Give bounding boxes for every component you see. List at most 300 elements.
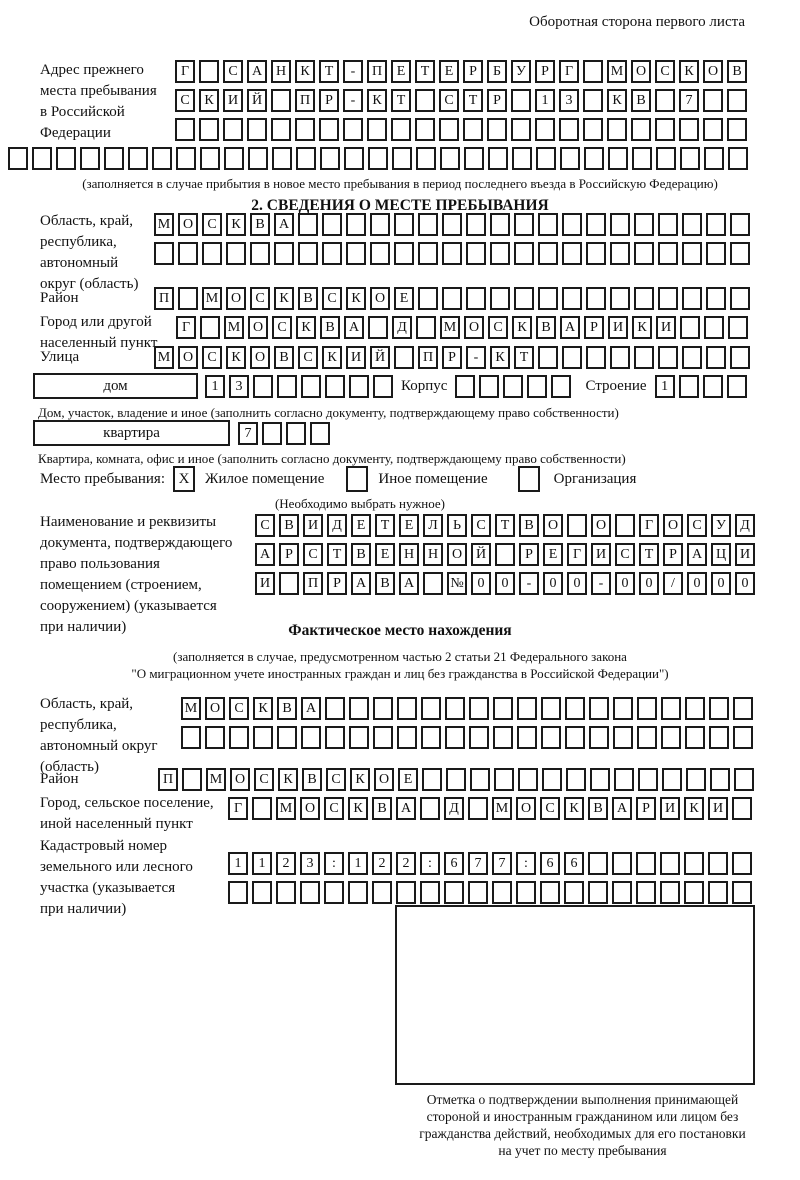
- char-cell: [614, 768, 634, 791]
- char-cell: [680, 316, 700, 339]
- char-cell: [464, 147, 484, 170]
- stay-type-row: [40, 466, 636, 492]
- char-cell: 1: [655, 375, 675, 398]
- char-cell: С: [250, 287, 270, 310]
- char-cell: Т: [463, 89, 483, 112]
- char-cell: [583, 60, 603, 83]
- char-cell: [349, 375, 369, 398]
- char-cell: [494, 768, 514, 791]
- char-cell: М: [181, 697, 201, 720]
- char-cell: [586, 346, 606, 369]
- char-cell: 7: [238, 422, 258, 445]
- char-cell: С: [223, 60, 243, 83]
- char-cell: [396, 881, 416, 904]
- char-cell: [442, 213, 462, 236]
- char-cell: [490, 287, 510, 310]
- char-cell: [324, 881, 344, 904]
- char-cell: С: [322, 287, 342, 310]
- char-cell: А: [301, 697, 321, 720]
- char-cell: [610, 213, 630, 236]
- char-cell: [564, 881, 584, 904]
- cadastral-grid: [228, 852, 752, 910]
- char-cell: [348, 881, 368, 904]
- char-cell: Р: [487, 89, 507, 112]
- char-cell: [634, 242, 654, 265]
- char-cell: [589, 697, 609, 720]
- char-cell: [588, 881, 608, 904]
- char-cell: [300, 881, 320, 904]
- char-cell: Т: [391, 89, 411, 112]
- char-cell: [708, 881, 728, 904]
- char-cell: Е: [394, 287, 414, 310]
- char-cell: [637, 697, 657, 720]
- char-cell-row: [228, 881, 752, 904]
- char-cell: [608, 147, 628, 170]
- char-cell: [610, 287, 630, 310]
- char-cell: К: [350, 768, 370, 791]
- char-cell: [590, 768, 610, 791]
- char-cell: [325, 375, 345, 398]
- char-cell: [224, 147, 244, 170]
- char-cell: А: [274, 213, 294, 236]
- char-cell: [252, 797, 272, 820]
- char-cell: [615, 514, 635, 537]
- char-cell: С: [255, 514, 275, 537]
- char-cell: [463, 118, 483, 141]
- char-cell: Т: [415, 60, 435, 83]
- char-cell: [658, 287, 678, 310]
- char-cell: 7: [679, 89, 699, 112]
- char-cell: 3: [559, 89, 579, 112]
- char-cell: [394, 346, 414, 369]
- actual-location-title: Фактическое место нахождения: [288, 622, 512, 639]
- char-cell: [253, 726, 273, 749]
- choose-caption: (Необходимо выбрать нужное): [274, 496, 446, 511]
- char-cell: [730, 287, 750, 310]
- char-cell: [445, 726, 465, 749]
- char-cell: [655, 118, 675, 141]
- char-cell: [680, 147, 700, 170]
- char-cell: [538, 346, 558, 369]
- char-cell: Г: [567, 543, 587, 566]
- char-cell: В: [519, 514, 539, 537]
- char-cell: [684, 852, 704, 875]
- char-cell: -: [519, 572, 539, 595]
- char-cell: Е: [398, 768, 418, 791]
- char-cell-row: [176, 316, 748, 339]
- char-cell: [199, 118, 219, 141]
- stamp-caption: Отметка о подтверждении выполнения принимающей стороной и иностранным гражданином или лицом без гражданства действий, необходимых для его постановки на учет по месту пребывания: [419, 1092, 746, 1158]
- char-cell: [277, 726, 297, 749]
- char-cell: [200, 147, 220, 170]
- char-cell: 3: [300, 852, 320, 875]
- char-cell: [703, 118, 723, 141]
- char-cell: Г: [639, 514, 659, 537]
- char-cell: В: [279, 514, 299, 537]
- district-label: Район: [40, 290, 79, 306]
- char-cell: [706, 242, 726, 265]
- document-grid: [255, 514, 755, 601]
- char-cell: [298, 242, 318, 265]
- char-cell: С: [471, 514, 491, 537]
- char-cell: [562, 242, 582, 265]
- char-cell: С: [615, 543, 635, 566]
- char-cell: [514, 213, 534, 236]
- char-cell: [468, 797, 488, 820]
- char-cell: [252, 881, 272, 904]
- char-cell: [536, 147, 556, 170]
- char-cell: :: [516, 852, 536, 875]
- char-cell: [727, 89, 747, 112]
- char-cell: Е: [351, 514, 371, 537]
- char-cell: [56, 147, 76, 170]
- char-cell-row: [181, 697, 753, 720]
- char-cell: 2: [276, 852, 296, 875]
- char-cell: [272, 147, 292, 170]
- char-cell: [567, 514, 587, 537]
- char-cell: [562, 346, 582, 369]
- char-cell: И: [346, 346, 366, 369]
- char-cell-row: [455, 375, 571, 398]
- char-cell: О: [248, 316, 268, 339]
- char-cell: [373, 726, 393, 749]
- char-cell: [250, 242, 270, 265]
- char-cell: В: [302, 768, 322, 791]
- char-cell: [128, 147, 148, 170]
- char-cell: [349, 697, 369, 720]
- char-cell: [514, 287, 534, 310]
- korpus-label: Корпус: [401, 378, 448, 394]
- char-cell: Г: [228, 797, 248, 820]
- char-cell: [503, 375, 523, 398]
- char-cell: [370, 242, 390, 265]
- char-cell: Е: [543, 543, 563, 566]
- fact-district-label: Район: [40, 771, 79, 787]
- char-cell: [368, 316, 388, 339]
- char-cell: [541, 726, 561, 749]
- char-cell: В: [727, 60, 747, 83]
- char-cell: О: [178, 213, 198, 236]
- char-cell: [514, 242, 534, 265]
- char-cell: [728, 147, 748, 170]
- char-cell: 1: [348, 852, 368, 875]
- char-cell: А: [560, 316, 580, 339]
- char-cell: М: [492, 797, 512, 820]
- char-cell: [262, 422, 282, 445]
- char-cell: [176, 147, 196, 170]
- char-cell: Т: [327, 543, 347, 566]
- char-cell: И: [591, 543, 611, 566]
- char-cell: [679, 118, 699, 141]
- char-cell: Г: [175, 60, 195, 83]
- char-cell: [638, 768, 658, 791]
- char-cell: Р: [319, 89, 339, 112]
- char-cell: [516, 881, 536, 904]
- char-cell: И: [608, 316, 628, 339]
- char-cell: К: [226, 213, 246, 236]
- char-cell-row: [655, 375, 747, 398]
- char-cell: [229, 726, 249, 749]
- house-box: дом: [33, 373, 198, 399]
- char-cell-row: [175, 118, 747, 141]
- char-cell: [325, 726, 345, 749]
- char-cell: И: [660, 797, 680, 820]
- char-cell: В: [375, 572, 395, 595]
- char-cell: [511, 118, 531, 141]
- char-cell: [733, 726, 753, 749]
- char-cell-row: [154, 213, 750, 236]
- char-cell: К: [679, 60, 699, 83]
- char-cell: 1: [535, 89, 555, 112]
- char-cell: [730, 242, 750, 265]
- char-cell: [416, 147, 436, 170]
- char-cell: Т: [639, 543, 659, 566]
- char-cell: [538, 287, 558, 310]
- char-cell: [658, 213, 678, 236]
- char-cell: [586, 242, 606, 265]
- char-cell: :: [324, 852, 344, 875]
- char-cell: [661, 697, 681, 720]
- char-cell: Т: [375, 514, 395, 537]
- char-cell: Д: [392, 316, 412, 339]
- char-cell: [253, 375, 273, 398]
- district-grid: [154, 287, 750, 316]
- char-cell: [322, 242, 342, 265]
- char-cell: В: [351, 543, 371, 566]
- char-cell: [228, 881, 248, 904]
- char-cell: [706, 287, 726, 310]
- house-row: [33, 373, 747, 399]
- char-cell: [495, 543, 515, 566]
- char-cell: М: [440, 316, 460, 339]
- char-cell: [660, 881, 680, 904]
- char-cell: [367, 118, 387, 141]
- char-cell: [586, 287, 606, 310]
- char-cell: [686, 768, 706, 791]
- char-cell: М: [206, 768, 226, 791]
- char-cell: О: [374, 768, 394, 791]
- char-cell: [551, 375, 571, 398]
- document-label: Наименование и реквизиты документа, подтверждающего право пользования помещением (строением, сооружением) (указывается при наличии): [40, 514, 233, 635]
- char-cell: [703, 375, 723, 398]
- char-cell: К: [296, 316, 316, 339]
- char-cell: 0: [495, 572, 515, 595]
- street-label: Улица: [40, 349, 80, 365]
- char-cell: Б: [487, 60, 507, 83]
- char-cell: [613, 697, 633, 720]
- char-cell: [319, 118, 339, 141]
- char-cell: Р: [327, 572, 347, 595]
- char-cell: Н: [399, 543, 419, 566]
- char-cell: [685, 697, 705, 720]
- char-cell: [373, 375, 393, 398]
- char-cell: [468, 881, 488, 904]
- char-cell: А: [351, 572, 371, 595]
- char-cell: [416, 316, 436, 339]
- char-cell-row: [205, 375, 393, 398]
- prev-address-overflow-row: [8, 147, 748, 176]
- char-cell: [344, 147, 364, 170]
- char-cell: [154, 242, 174, 265]
- char-cell: [397, 726, 417, 749]
- char-cell: П: [303, 572, 323, 595]
- char-cell: Е: [399, 514, 419, 537]
- char-cell: [655, 89, 675, 112]
- char-cell: С: [202, 346, 222, 369]
- char-cell: [276, 881, 296, 904]
- char-cell: [32, 147, 52, 170]
- char-cell: А: [687, 543, 707, 566]
- char-cell: [392, 147, 412, 170]
- char-cell: [613, 726, 633, 749]
- char-cell-row: [154, 242, 750, 265]
- char-cell: Е: [391, 60, 411, 83]
- char-cell: В: [274, 346, 294, 369]
- char-cell: Ц: [711, 543, 731, 566]
- char-cell: [298, 213, 318, 236]
- char-cell: [205, 726, 225, 749]
- char-cell: С: [488, 316, 508, 339]
- checkbox-organization: [518, 466, 540, 492]
- char-cell: К: [348, 797, 368, 820]
- char-cell: П: [295, 89, 315, 112]
- char-cell: И: [656, 316, 676, 339]
- char-cell: [682, 287, 702, 310]
- char-cell: 2: [396, 852, 416, 875]
- char-cell: [535, 118, 555, 141]
- char-cell: [727, 375, 747, 398]
- char-cell: [490, 242, 510, 265]
- char-cell: К: [199, 89, 219, 112]
- char-cell: О: [226, 287, 246, 310]
- char-cell: Е: [439, 60, 459, 83]
- char-cell-row: [228, 797, 752, 820]
- char-cell: [178, 287, 198, 310]
- char-cell: [656, 147, 676, 170]
- char-cell: Т: [495, 514, 515, 537]
- char-cell: Д: [444, 797, 464, 820]
- char-cell: О: [370, 287, 390, 310]
- char-cell: [301, 726, 321, 749]
- char-cell: [632, 147, 652, 170]
- char-cell: О: [631, 60, 651, 83]
- char-cell: [455, 375, 475, 398]
- char-cell: Л: [423, 514, 443, 537]
- char-cell: К: [322, 346, 342, 369]
- char-cell: С: [254, 768, 274, 791]
- char-cell: [444, 881, 464, 904]
- char-cell: О: [300, 797, 320, 820]
- char-cell: С: [298, 346, 318, 369]
- option-label-other-premises: Иное помещение: [378, 470, 488, 487]
- apartment-caption: Квартира, комната, офис и иное (заполнить согласно документу, подтверждающему право собственности): [38, 451, 626, 466]
- char-cell: Т: [514, 346, 534, 369]
- char-cell: В: [372, 797, 392, 820]
- char-cell: [730, 346, 750, 369]
- char-cell: [466, 213, 486, 236]
- char-cell: Ь: [447, 514, 467, 537]
- char-cell: [349, 726, 369, 749]
- char-cell: [442, 287, 462, 310]
- char-cell: [542, 768, 562, 791]
- char-cell: [420, 881, 440, 904]
- section2-title: 2. СВЕДЕНИЯ О МЕСТЕ ПРЕБЫВАНИЯ: [251, 197, 549, 214]
- fact-region-grid: [181, 697, 753, 755]
- char-cell: [490, 213, 510, 236]
- char-cell: [295, 118, 315, 141]
- apartment-row: [33, 420, 330, 446]
- char-cell: Т: [319, 60, 339, 83]
- char-cell: -: [591, 572, 611, 595]
- char-cell: [634, 287, 654, 310]
- char-cell: [493, 726, 513, 749]
- char-cell: [682, 213, 702, 236]
- char-cell: 7: [468, 852, 488, 875]
- char-cell: В: [320, 316, 340, 339]
- char-cell: [562, 287, 582, 310]
- char-cell: [397, 697, 417, 720]
- char-cell: [732, 797, 752, 820]
- char-cell: 6: [444, 852, 464, 875]
- char-cell-row: [175, 60, 747, 83]
- char-cell: 0: [711, 572, 731, 595]
- char-cell: [631, 118, 651, 141]
- char-cell: [421, 697, 441, 720]
- char-cell: К: [346, 287, 366, 310]
- char-cell: [182, 768, 202, 791]
- char-cell: [704, 147, 724, 170]
- char-cell: Д: [327, 514, 347, 537]
- char-cell: 0: [615, 572, 635, 595]
- char-cell: [391, 118, 411, 141]
- char-cell: [684, 881, 704, 904]
- char-cell: 0: [471, 572, 491, 595]
- char-cell: [247, 118, 267, 141]
- char-cell: К: [490, 346, 510, 369]
- actual-location-caption-line2: "О миграционном учете иностранных граждан и лиц без гражданства в Российской Федерации"): [131, 666, 669, 681]
- char-cell: [223, 118, 243, 141]
- char-cell: [80, 147, 100, 170]
- char-cell: [420, 797, 440, 820]
- char-cell: 0: [687, 572, 707, 595]
- char-cell: [104, 147, 124, 170]
- char-cell: [538, 242, 558, 265]
- char-cell: [469, 697, 489, 720]
- char-cell: М: [154, 346, 174, 369]
- char-cell: Н: [271, 60, 291, 83]
- char-cell: Й: [471, 543, 491, 566]
- char-cell: [709, 697, 729, 720]
- char-cell: 3: [229, 375, 249, 398]
- char-cell: Й: [247, 89, 267, 112]
- registration-stamp-box: [395, 905, 755, 1085]
- fact-city-label: Город, сельское поселение, иной населенный пункт: [40, 795, 214, 832]
- char-cell: [559, 118, 579, 141]
- prev-address-caption: (заполняется в случае прибытия в новое место пребывания в период последнего въезда в Российскую Федерацию): [82, 176, 718, 191]
- char-cell-row: [175, 89, 747, 112]
- char-cell: М: [607, 60, 627, 83]
- char-cell: Р: [463, 60, 483, 83]
- char-cell: [636, 852, 656, 875]
- char-cell: [415, 89, 435, 112]
- apartment-box: квартира: [33, 420, 230, 446]
- char-cell: [492, 881, 512, 904]
- char-cell: С: [540, 797, 560, 820]
- char-cell: В: [250, 213, 270, 236]
- char-cell: [286, 422, 306, 445]
- char-cell: [637, 726, 657, 749]
- char-cell: О: [178, 346, 198, 369]
